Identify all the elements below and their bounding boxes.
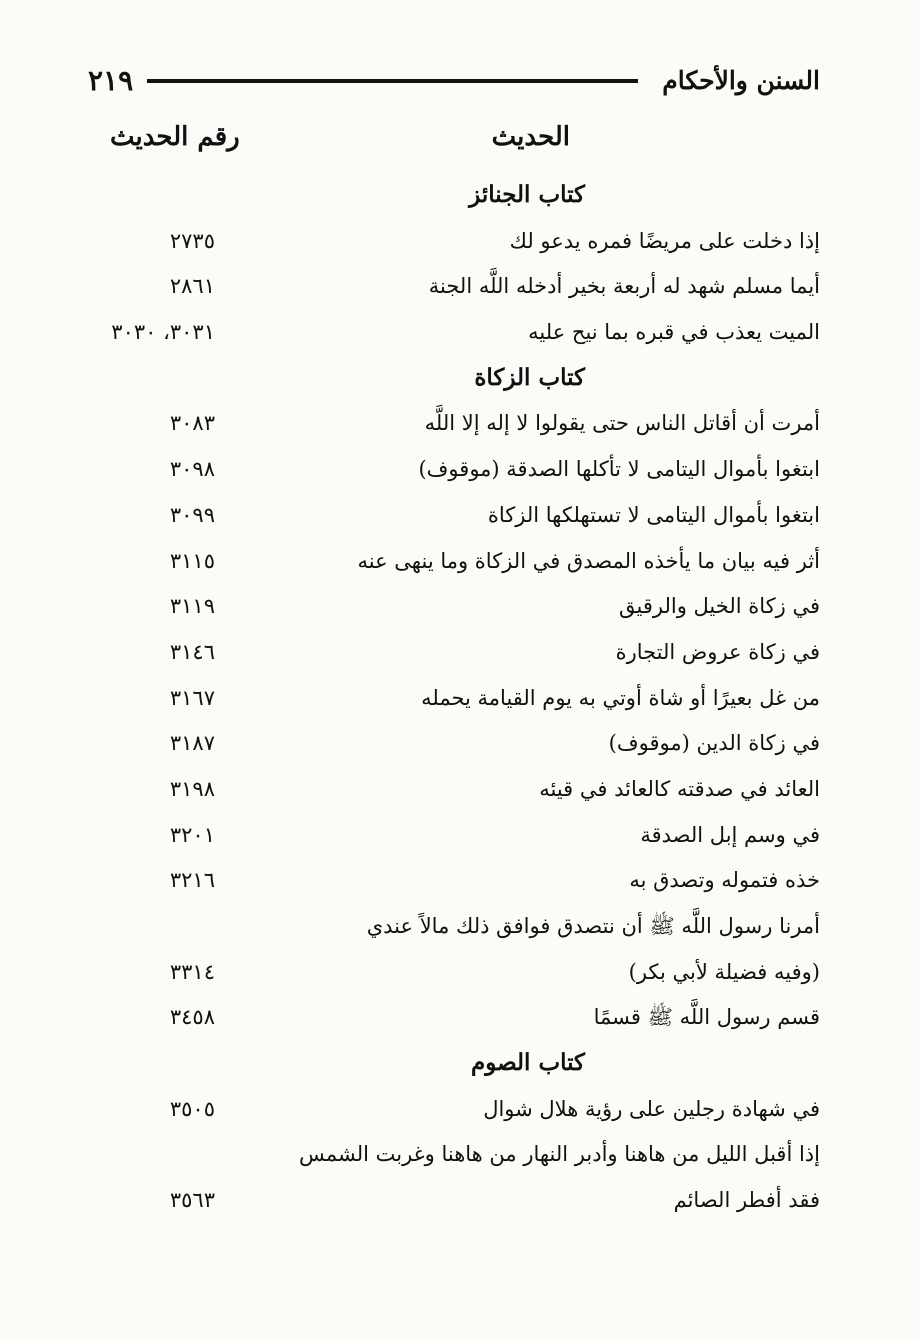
hadith-number: ٣٥٦٣ [169, 1188, 215, 1213]
hadith-row [80, 720, 820, 766]
hadith-row [80, 812, 820, 858]
hadith-number: ٢٧٣٥ [169, 228, 215, 253]
hadith-text: أمرنا رسول اللَّه ﷺ أن نتصدق فوافق ذلك مالاً عندي [366, 914, 820, 938]
section-heading-row [80, 355, 820, 401]
hadith-row [80, 629, 820, 675]
column-header-number: رقم الحديث [110, 122, 240, 152]
hadith-text: (وفيه فضيلة لأبي بكر) [628, 959, 820, 984]
hadith-text: العائد في صدقته كالعائد في قيئه [539, 776, 820, 801]
hadith-number: ٣٥٠٥ [169, 1096, 215, 1121]
hadith-number: ٣١١٩ [169, 594, 215, 619]
hadith-row [80, 994, 820, 1040]
hadith-row [80, 263, 820, 309]
hadith-number: ٢٨٦١ [169, 274, 215, 299]
hadith-text: قسم رسول اللَّه ﷺ قسمًا [593, 1005, 820, 1030]
hadith-row [80, 1177, 820, 1223]
running-head-title: السنن والأحكام [662, 65, 820, 95]
hadith-row [80, 400, 820, 446]
hadith-number: ٣٠٨٣ [169, 411, 215, 436]
section-heading-row [80, 1040, 820, 1086]
hadith-text: في زكاة عروض التجارة [615, 639, 820, 664]
hadith-number: ٣٣١٤ [169, 959, 215, 984]
hadith-number: ٣٢٠١ [169, 822, 215, 847]
section-heading-row [80, 172, 820, 218]
hadith-number: ٣١٤٦ [169, 639, 215, 664]
hadith-number: ٣٢١٦ [169, 868, 215, 893]
hadith-text: ابتغوا بأموال اليتامى لا تستهلكها الزكاة [487, 502, 820, 527]
hadith-text: في شهادة رجلين على رؤية هلال شوال [483, 1096, 820, 1121]
hadith-row [80, 1086, 820, 1132]
hadith-number: ٣١٩٨ [169, 776, 215, 801]
hadith-text: إذا دخلت على مريضًا فمره يدعو لك [509, 228, 820, 253]
hadith-row [80, 583, 820, 629]
page-number: ٢١٩ [88, 63, 134, 97]
hadith-row [80, 857, 820, 903]
hadith-number: ٣١٨٧ [169, 731, 215, 756]
column-header-hadith: الحديث [491, 122, 570, 152]
hadith-number: ٣٠٩٨ [169, 457, 215, 482]
hadith-number: ٣١١٥ [169, 548, 215, 573]
hadith-row [80, 949, 820, 995]
hadith-number: ٣٠٣١، ٣٠٣٠ [111, 320, 215, 345]
section-heading: كتاب الجنائز [469, 181, 585, 208]
hadith-row [80, 218, 820, 264]
hadith-row [80, 675, 820, 721]
hadith-text: في زكاة الدين (موقوف) [608, 731, 820, 756]
hadith-text: الميت يعذب في قبره بما نيح عليه [528, 320, 820, 345]
hadith-text: أمرت أن أقاتل الناس حتى يقولوا لا إله إلا اللَّه [424, 411, 820, 436]
hadith-row [80, 492, 820, 538]
hadith-number: ٣٤٥٨ [169, 1005, 215, 1030]
hadith-row [80, 1131, 820, 1177]
hadith-text: أيما مسلم شهد له أربعة بخير أدخله اللَّه الجنة [428, 274, 820, 299]
hadith-row [80, 766, 820, 812]
hadith-row [80, 446, 820, 492]
hadith-text: في وسم إبل الصدقة [640, 822, 820, 847]
section-heading: كتاب الصوم [470, 1049, 585, 1077]
hadith-text: أثر فيه بيان ما يأخذه المصدق في الزكاة وما ينهى عنه [357, 548, 820, 573]
hadith-text: في زكاة الخيل والرقيق [619, 594, 820, 619]
hadith-number: ٣١٦٧ [169, 685, 215, 710]
hadith-index-list [80, 172, 820, 1223]
hadith-text: ابتغوا بأموال اليتامى لا تأكلها الصدقة (موقوف) [418, 457, 820, 482]
hadith-row [80, 538, 820, 584]
section-heading: كتاب الزكاة [474, 363, 585, 391]
hadith-text: من غل بعيرًا أو شاة أوتي به يوم القيامة يحمله [421, 685, 820, 710]
hadith-text: خذه فتموله وتصدق به [629, 868, 820, 893]
hadith-text: إذا أقبل الليل من هاهنا وأدبر النهار من هاهنا وغربت الشمس [299, 1142, 820, 1167]
running-head [88, 58, 820, 102]
hadith-number: ٣٠٩٩ [169, 502, 215, 527]
hadith-text: فقد أفطر الصائم [673, 1188, 820, 1213]
hadith-row [80, 903, 820, 949]
running-head-rule [147, 79, 638, 83]
hadith-row [80, 309, 820, 355]
